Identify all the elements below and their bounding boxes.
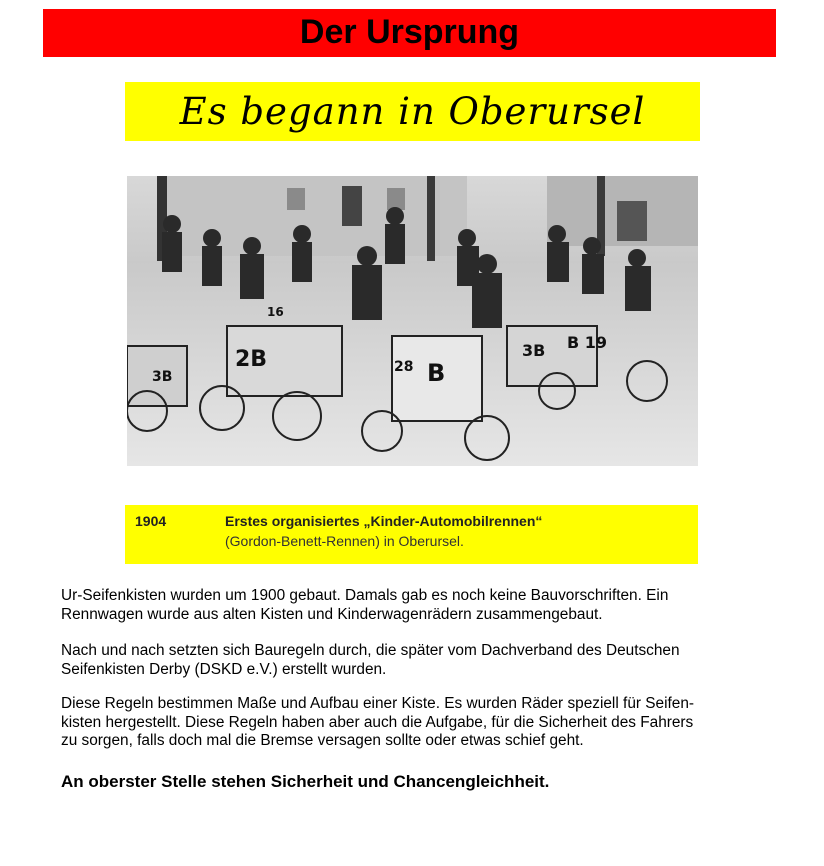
page-title: Der Ursprung [299, 13, 520, 51]
historic-photo [127, 176, 698, 466]
subtitle-banner [125, 82, 700, 141]
closing-statement: An oberster Stelle stehen Sicherheit und Chancengleichheit. [61, 772, 550, 791]
car-number: B [427, 359, 446, 387]
car-number: 2B [235, 347, 268, 372]
car-number: 3B [152, 369, 173, 385]
paragraph-3 [61, 695, 761, 751]
info-box [125, 505, 698, 564]
car-number: 16 [267, 305, 284, 319]
paragraph-line: Rennwagen wurde aus alten Kisten und Kinderwagenrädern zusammengebaut. [61, 605, 603, 623]
paragraph-line: Seifenkisten Derby (DSKD e.V.) erstellt wurden. [61, 660, 387, 678]
title-bar [43, 9, 776, 57]
car-number: 3B [522, 341, 546, 360]
paragraph-line: Diese Regeln bestimmen Maße und Aufbau einer Kiste. Es wurden Räder speziell für Seifen- [61, 695, 695, 712]
info-title: Erstes organisiertes „Kinder-Automobilrennen“ [225, 513, 543, 529]
info-subtitle: (Gordon-Benett-Rennen) in Oberursel. [225, 533, 464, 549]
car-number: 28 [394, 359, 414, 375]
car-number: B 19 [567, 333, 608, 352]
paragraph-line: Ur-Seifenkisten wurden um 1900 gebaut. Damals gab es noch keine Bauvorschriften. Ein [61, 587, 669, 604]
paragraph-line: Nach und nach setzten sich Bauregeln durch, die später vom Dachverband des Deutschen [61, 642, 680, 659]
paragraph-line: kisten hergestellt. Diese Regeln haben aber auch die Aufgabe, für die Sicherheit des Fahrers [61, 713, 694, 731]
paragraph-2 [61, 642, 761, 679]
paragraph-line: zu sorgen, falls doch mal die Bremse versagen sollte oder etwas schief geht. [61, 732, 584, 749]
photo-illustration [127, 176, 698, 466]
subtitle-text: Es begann in Oberursel [179, 90, 646, 133]
paragraph-1 [61, 587, 761, 624]
info-year: 1904 [135, 513, 167, 529]
